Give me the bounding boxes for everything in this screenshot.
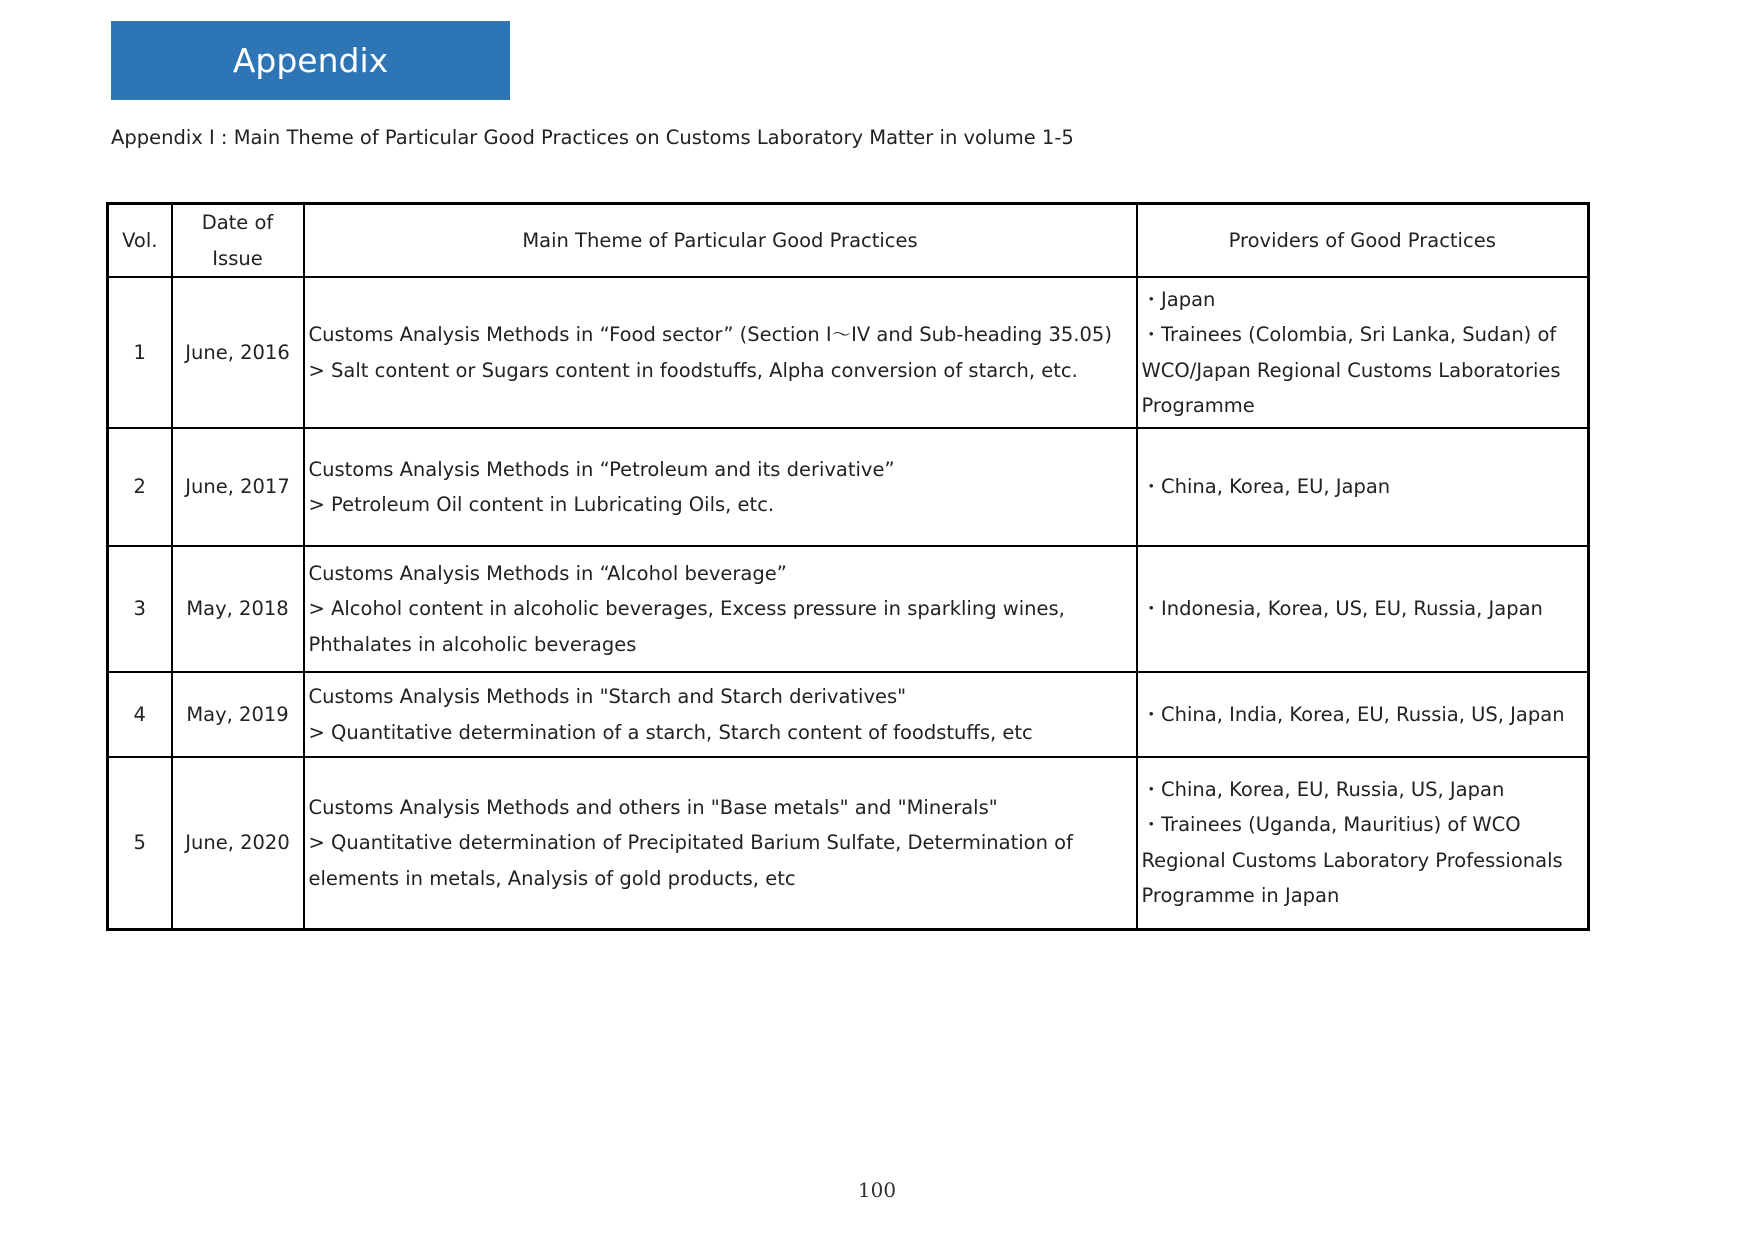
table-row bbox=[108, 277, 1589, 428]
header-providers: Providers of Good Practices bbox=[1137, 204, 1589, 278]
theme-title: Customs Analysis Methods in “Alcohol beverage” bbox=[308, 561, 787, 585]
row-date: May, 2019 bbox=[172, 672, 304, 757]
theme-detail: > Salt content or Sugars content in foodstuffs, Alpha conversion of starch, etc. bbox=[308, 358, 1078, 382]
header-date-line2: Issue bbox=[212, 246, 263, 270]
theme-title: Customs Analysis Methods in "Starch and Starch derivatives" bbox=[308, 685, 907, 708]
theme-detail: > Petroleum Oil content in Lubricating Oils, etc. bbox=[308, 493, 775, 516]
row-theme bbox=[304, 672, 1137, 757]
provider-line: ・China, India, Korea, EU, Russia, US, Japan bbox=[1141, 702, 1565, 726]
row-theme bbox=[304, 277, 1137, 428]
row-vol: 3 bbox=[108, 546, 172, 672]
table-header-row bbox=[108, 204, 1589, 278]
theme-title: Customs Analysis Methods in “Petroleum and its derivative” bbox=[308, 457, 895, 481]
row-providers bbox=[1137, 428, 1589, 546]
table-row bbox=[108, 672, 1589, 757]
row-theme bbox=[304, 428, 1137, 546]
theme-title: Customs Analysis Methods in “Food sector” (Section I〜IV and Sub-heading 35.05) bbox=[308, 323, 1112, 346]
provider-line: ・Indonesia, Korea, US, EU, Russia, Japan bbox=[1141, 597, 1543, 621]
appendix-banner: Appendix bbox=[111, 21, 510, 100]
row-providers bbox=[1137, 277, 1589, 428]
appendix-subtitle: Appendix I : Main Theme of Particular Good Practices on Customs Laboratory Matter in volume 1-5 bbox=[111, 126, 1074, 149]
provider-line: ・Trainees (Uganda, Mauritius) of WCO Regional Customs Laboratory Professionals Programme in Japan bbox=[1141, 813, 1563, 908]
row-date: May, 2018 bbox=[172, 546, 304, 672]
row-date: June, 2016 bbox=[172, 277, 304, 428]
row-vol: 2 bbox=[108, 428, 172, 546]
provider-line: ・China, Korea, EU, Russia, US, Japan bbox=[1141, 777, 1505, 801]
theme-detail: > Quantitative determination of a starch, Starch content of foodstuffs, etc bbox=[308, 720, 1033, 744]
provider-line: ・China, Korea, EU, Japan bbox=[1141, 475, 1391, 499]
row-providers bbox=[1137, 546, 1589, 672]
table-row bbox=[108, 428, 1589, 546]
table-row bbox=[108, 546, 1589, 672]
row-theme bbox=[304, 757, 1137, 929]
header-main-theme: Main Theme of Particular Good Practices bbox=[304, 204, 1137, 278]
good-practices-table bbox=[106, 202, 1590, 931]
row-providers bbox=[1137, 672, 1589, 757]
provider-line: ・Trainees (Colombia, Sri Lanka, Sudan) of WCO/Japan Regional Customs Laboratories Programme bbox=[1141, 323, 1561, 417]
header-date-of-issue bbox=[172, 204, 304, 278]
row-vol: 5 bbox=[108, 757, 172, 929]
row-date: June, 2020 bbox=[172, 757, 304, 929]
row-date: June, 2017 bbox=[172, 428, 304, 546]
theme-title: Customs Analysis Methods and others in "Base metals" and "Minerals" bbox=[308, 795, 998, 819]
theme-detail: > Alcohol content in alcoholic beverages, Excess pressure in sparkling wines, Phthalates in alcoholic beverages bbox=[308, 597, 1065, 656]
header-vol: Vol. bbox=[108, 204, 172, 278]
theme-detail: > Quantitative determination of Precipitated Barium Sulfate, Determination of elements in metals, Analysis of gold products, etc bbox=[308, 831, 1073, 890]
table-row bbox=[108, 757, 1589, 929]
row-theme bbox=[304, 546, 1137, 672]
row-providers bbox=[1137, 757, 1589, 929]
provider-line: ・Japan bbox=[1141, 287, 1216, 311]
row-vol: 1 bbox=[108, 277, 172, 428]
page-number: 100 bbox=[857, 1178, 897, 1202]
row-vol: 4 bbox=[108, 672, 172, 757]
header-date-line1: Date of bbox=[201, 211, 274, 234]
